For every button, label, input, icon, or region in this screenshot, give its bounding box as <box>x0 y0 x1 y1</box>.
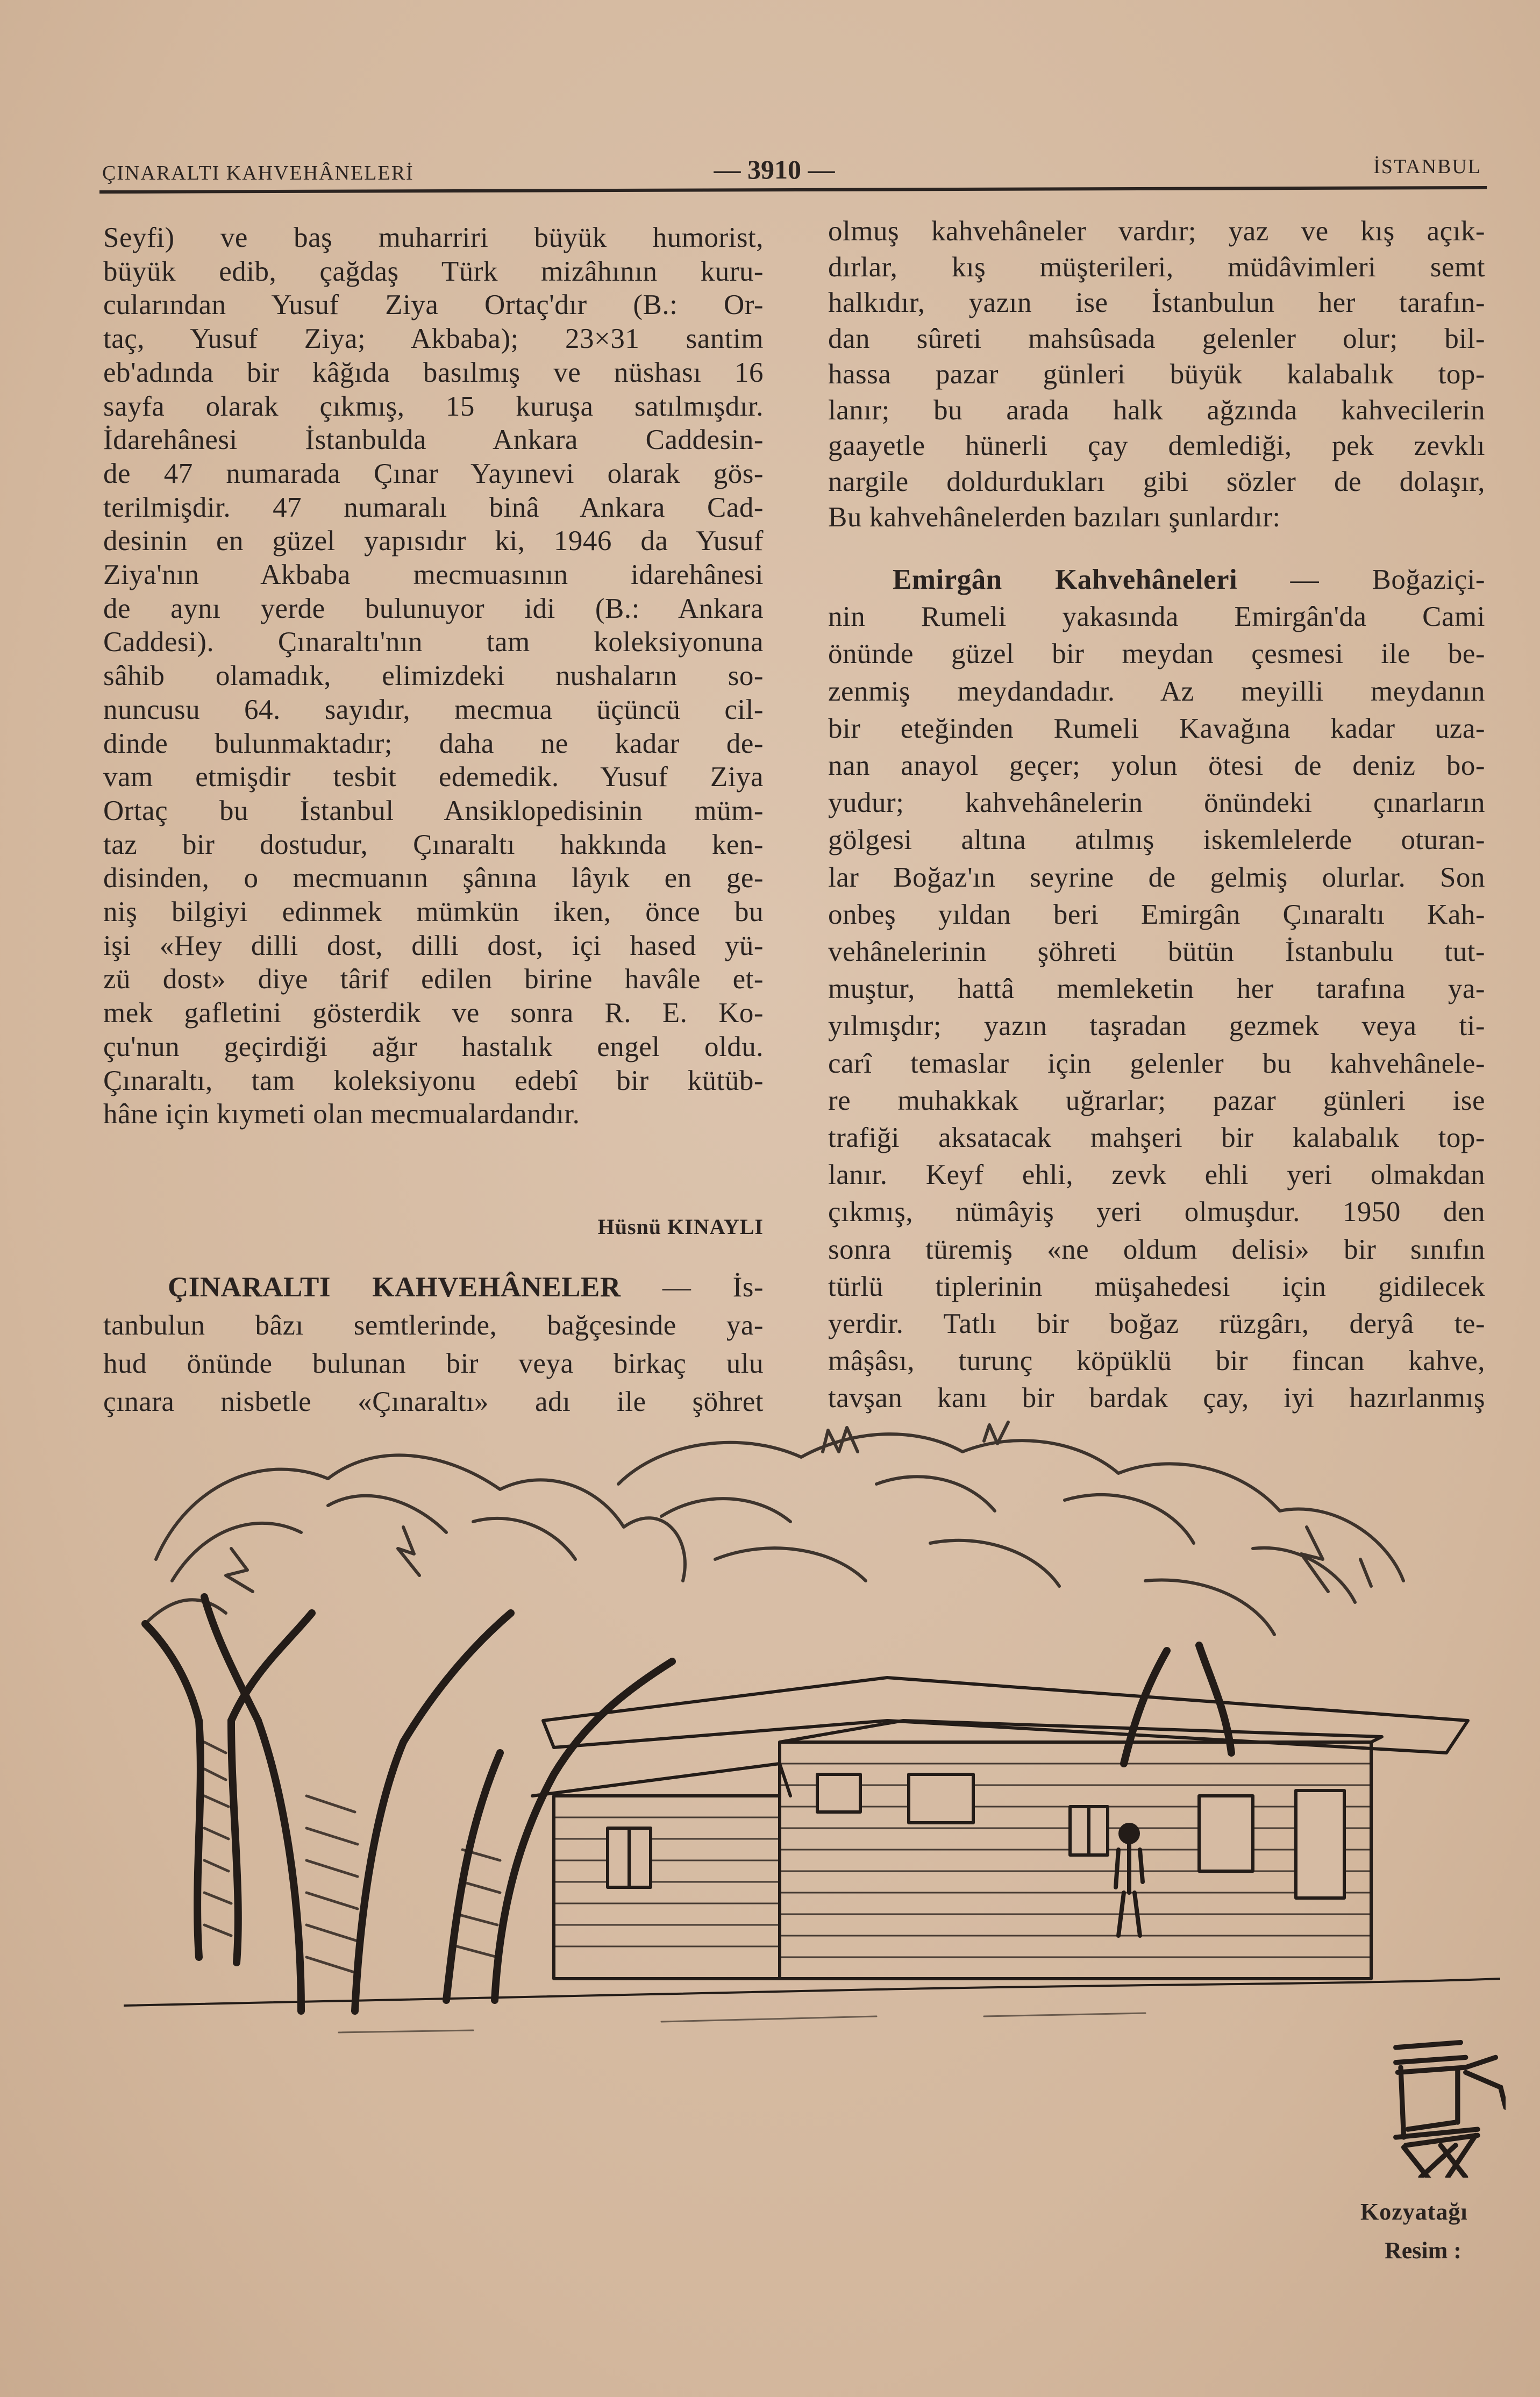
text-line: nargile doldurdukları gibi sözler de dolaşır, <box>828 466 1485 497</box>
ground-line <box>124 1979 1500 2006</box>
text-line: çıkmış, nümâyiş yeri olmuşdur. 1950 den <box>828 1196 1485 1228</box>
text-line: dinde bulunmaktadır; daha ne kadar de- <box>103 727 764 759</box>
coffeehouse-illustration <box>124 1419 1500 2151</box>
plane-tree-trunks <box>145 1597 1231 2011</box>
entry-heading-continuation: — İs- <box>662 1272 764 1303</box>
text-line: zü dost» diye târif edilen birine havâle et- <box>103 964 764 995</box>
text-line <box>828 563 1485 596</box>
illustration-caption-label: Resim : <box>1385 2237 1461 2264</box>
text-line: vehânelerinin şöhreti bütün İstanbulu tut- <box>828 936 1485 967</box>
text-line: taz bir dostudur, Çınaraltı hakkında ken- <box>103 829 764 860</box>
text-line: Caddesi). Çınaraltı'nın tam koleksiyonuna <box>103 626 764 658</box>
text-line: de aynı yerde bulunuyor idi (B.: Ankara <box>103 593 764 624</box>
text-line: lar Boğaz'ın seyrine de gelmiş olurlar. Son <box>828 861 1485 893</box>
text-line: Ortaç bu İstanbul Ansiklopedisinin müm- <box>103 795 764 826</box>
text-line: Seyfi) ve baş muharriri büyük humorist, <box>103 222 764 253</box>
text-line: re muhakkak uğrarlar; pazar günleri ise <box>828 1085 1485 1116</box>
illustration-caption-place: Kozyatağı <box>1360 2199 1468 2225</box>
text-line: zenmiş meydandadır. Az meyilli meydanın <box>828 675 1485 707</box>
text-line: tavşan kanı bir bardak çay, iyi hazırlanmış <box>828 1382 1485 1414</box>
author-signature: Hüsnü KINAYLI <box>597 1215 764 1239</box>
running-head-section: ÇINARALTI KAHVEHÂNELERİ <box>102 162 414 184</box>
text-line: yudur; kahvehânelerin önündeki çınarların <box>828 787 1485 819</box>
entry-heading: ÇINARALTI KAHVEHÂNELER <box>168 1272 621 1303</box>
text-line: Bu kahvehânelerden bazıları şunlardır: <box>828 502 1281 533</box>
text-line: yerdir. Tatlı bir boğaz rüzgârı, deryâ te- <box>828 1308 1485 1339</box>
foliage-sketch <box>145 1422 1403 1635</box>
text-line: çınara nisbetle «Çınaraltı» adı ile şöhret <box>103 1386 764 1417</box>
text-line: türlü tiplerinin müşahedesi için gidilecek <box>828 1271 1485 1302</box>
text-line: çu'nun geçirdiği ağır hastalık engel oldu. <box>103 1031 764 1062</box>
text-line: gaayetle hünerli çay demlediği, pek zevklı <box>828 430 1485 461</box>
text-line: onbeş yıldan beri Emirgân Çınaraltı Kah- <box>828 898 1485 930</box>
text-line: dırlar, kış müşterileri, müdâvimleri semt <box>828 251 1485 283</box>
text-line: hassa pazar günleri büyük kalabalık top- <box>828 359 1485 390</box>
text-line: taç, Yusuf Ziya; Akbaba); 23×31 santim <box>103 323 764 355</box>
text-line: Çınaraltı, tam koleksiyonu edebî bir kütüb- <box>103 1065 764 1096</box>
text-line: büyük edib, çağdaş Türk mizâhının kuru- <box>103 255 764 287</box>
text-line: halkıdır, yazın ise İstanbulun her tarafın- <box>828 287 1485 318</box>
text-line: İdarehânesi İstanbulda Ankara Caddesin- <box>103 424 764 456</box>
text-line: sonra türemiş «ne oldum delisi» bir sınıfın <box>828 1233 1485 1265</box>
text-line <box>103 1271 764 1303</box>
text-line: sâhib olamadık, elimizdeki nushaların so- <box>103 660 764 692</box>
text-line: yılmışdır; yazın taşradan gezmek veya ti- <box>828 1010 1485 1042</box>
text-line: nin Rumeli yakasında Emirgân'da Cami <box>828 601 1485 633</box>
entry-heading-continuation: — Boğaziçi- <box>1290 564 1485 595</box>
text-line: niş bilgiyi edinmek mümkün iken, önce bu <box>103 896 764 928</box>
text-line: muştur, hattâ memleketin her tarafına ya- <box>828 973 1485 1005</box>
text-line: disinden, o mecmuanın şânına lâyık en ge- <box>103 862 764 894</box>
text-line: nuncusu 64. sayıdır, mecmua üçüncü cil- <box>103 694 764 725</box>
text-line: carî temaslar için gelenler bu kahvehânele- <box>828 1047 1485 1079</box>
text-line: eb'adında bir kâğıda basılmış ve nüshası 16 <box>103 356 764 388</box>
entry-heading: Emirgân Kahvehâneleri <box>893 564 1238 595</box>
running-head-volume: İSTANBUL <box>1373 155 1481 178</box>
page-number: — 3910 — <box>714 154 835 184</box>
text-line: lanır. Keyf ehli, zevk ehli yeri olmakdan <box>828 1159 1485 1191</box>
folding-chair-icon <box>1366 2027 1506 2178</box>
text-line: gölgesi altına atılmış iskemlelerde oturan- <box>828 824 1485 856</box>
text-line: bir eteğinden Rumeli Kavağına kadar uza- <box>828 712 1485 744</box>
text-line: sayfa olarak çıkmış, 15 kuruşa satılmışdır. <box>103 390 764 422</box>
text-line: önünde güzel bir meydan çesmesi ile be- <box>828 638 1485 670</box>
text-line: nan anayol geçer; yolun ötesi de deniz bo- <box>828 750 1485 781</box>
text-line: cularından Yusuf Ziya Ortaç'dır (B.: Or- <box>103 289 764 321</box>
text-line: işi «Hey dilli dost, dilli dost, içi hased yü- <box>103 930 764 961</box>
text-line: dan sûreti mahsûsada gelenler olur; bil- <box>828 323 1485 354</box>
text-line: trafiği aksatacak mahşeri bir kalabalık top- <box>828 1122 1485 1153</box>
text-line: de 47 numarada Çınar Yayınevi olarak gös- <box>103 458 764 489</box>
standing-figure <box>1116 1825 1143 1936</box>
sketch-marks <box>339 2013 1145 2032</box>
text-line: mâşâsı, turunç köpüklü bir fincan kahve, <box>828 1345 1485 1377</box>
text-line: hâne için kıymeti olan mecmualardandır. <box>103 1098 580 1130</box>
text-line: lanır; bu arada halk ağzında kahvecilerin <box>828 394 1485 426</box>
text-line: desinin en güzel yapısıdır ki, 1946 da Yusuf <box>103 525 764 557</box>
text-line: mek gafletini gösterdik ve sonra R. E. Ko- <box>103 997 764 1029</box>
text-line: hud önünde bulunan bir veya birkaç ulu <box>103 1348 764 1379</box>
text-line: vam etmişdir tesbit edemedik. Yusuf Ziya <box>103 761 764 793</box>
text-line: Ziya'nın Akbaba mecmuasının idarehânesi <box>103 559 764 590</box>
text-line: terilmişdir. 47 numaralı binâ Ankara Cad- <box>103 491 764 523</box>
text-line: tanbulun bâzı semtlerinde, bağçesinde ya- <box>103 1310 764 1341</box>
building-windows <box>608 1774 1344 1898</box>
header-rule <box>99 186 1487 194</box>
text-line: olmuş kahvehâneler vardır; yaz ve kış açık- <box>828 216 1485 247</box>
